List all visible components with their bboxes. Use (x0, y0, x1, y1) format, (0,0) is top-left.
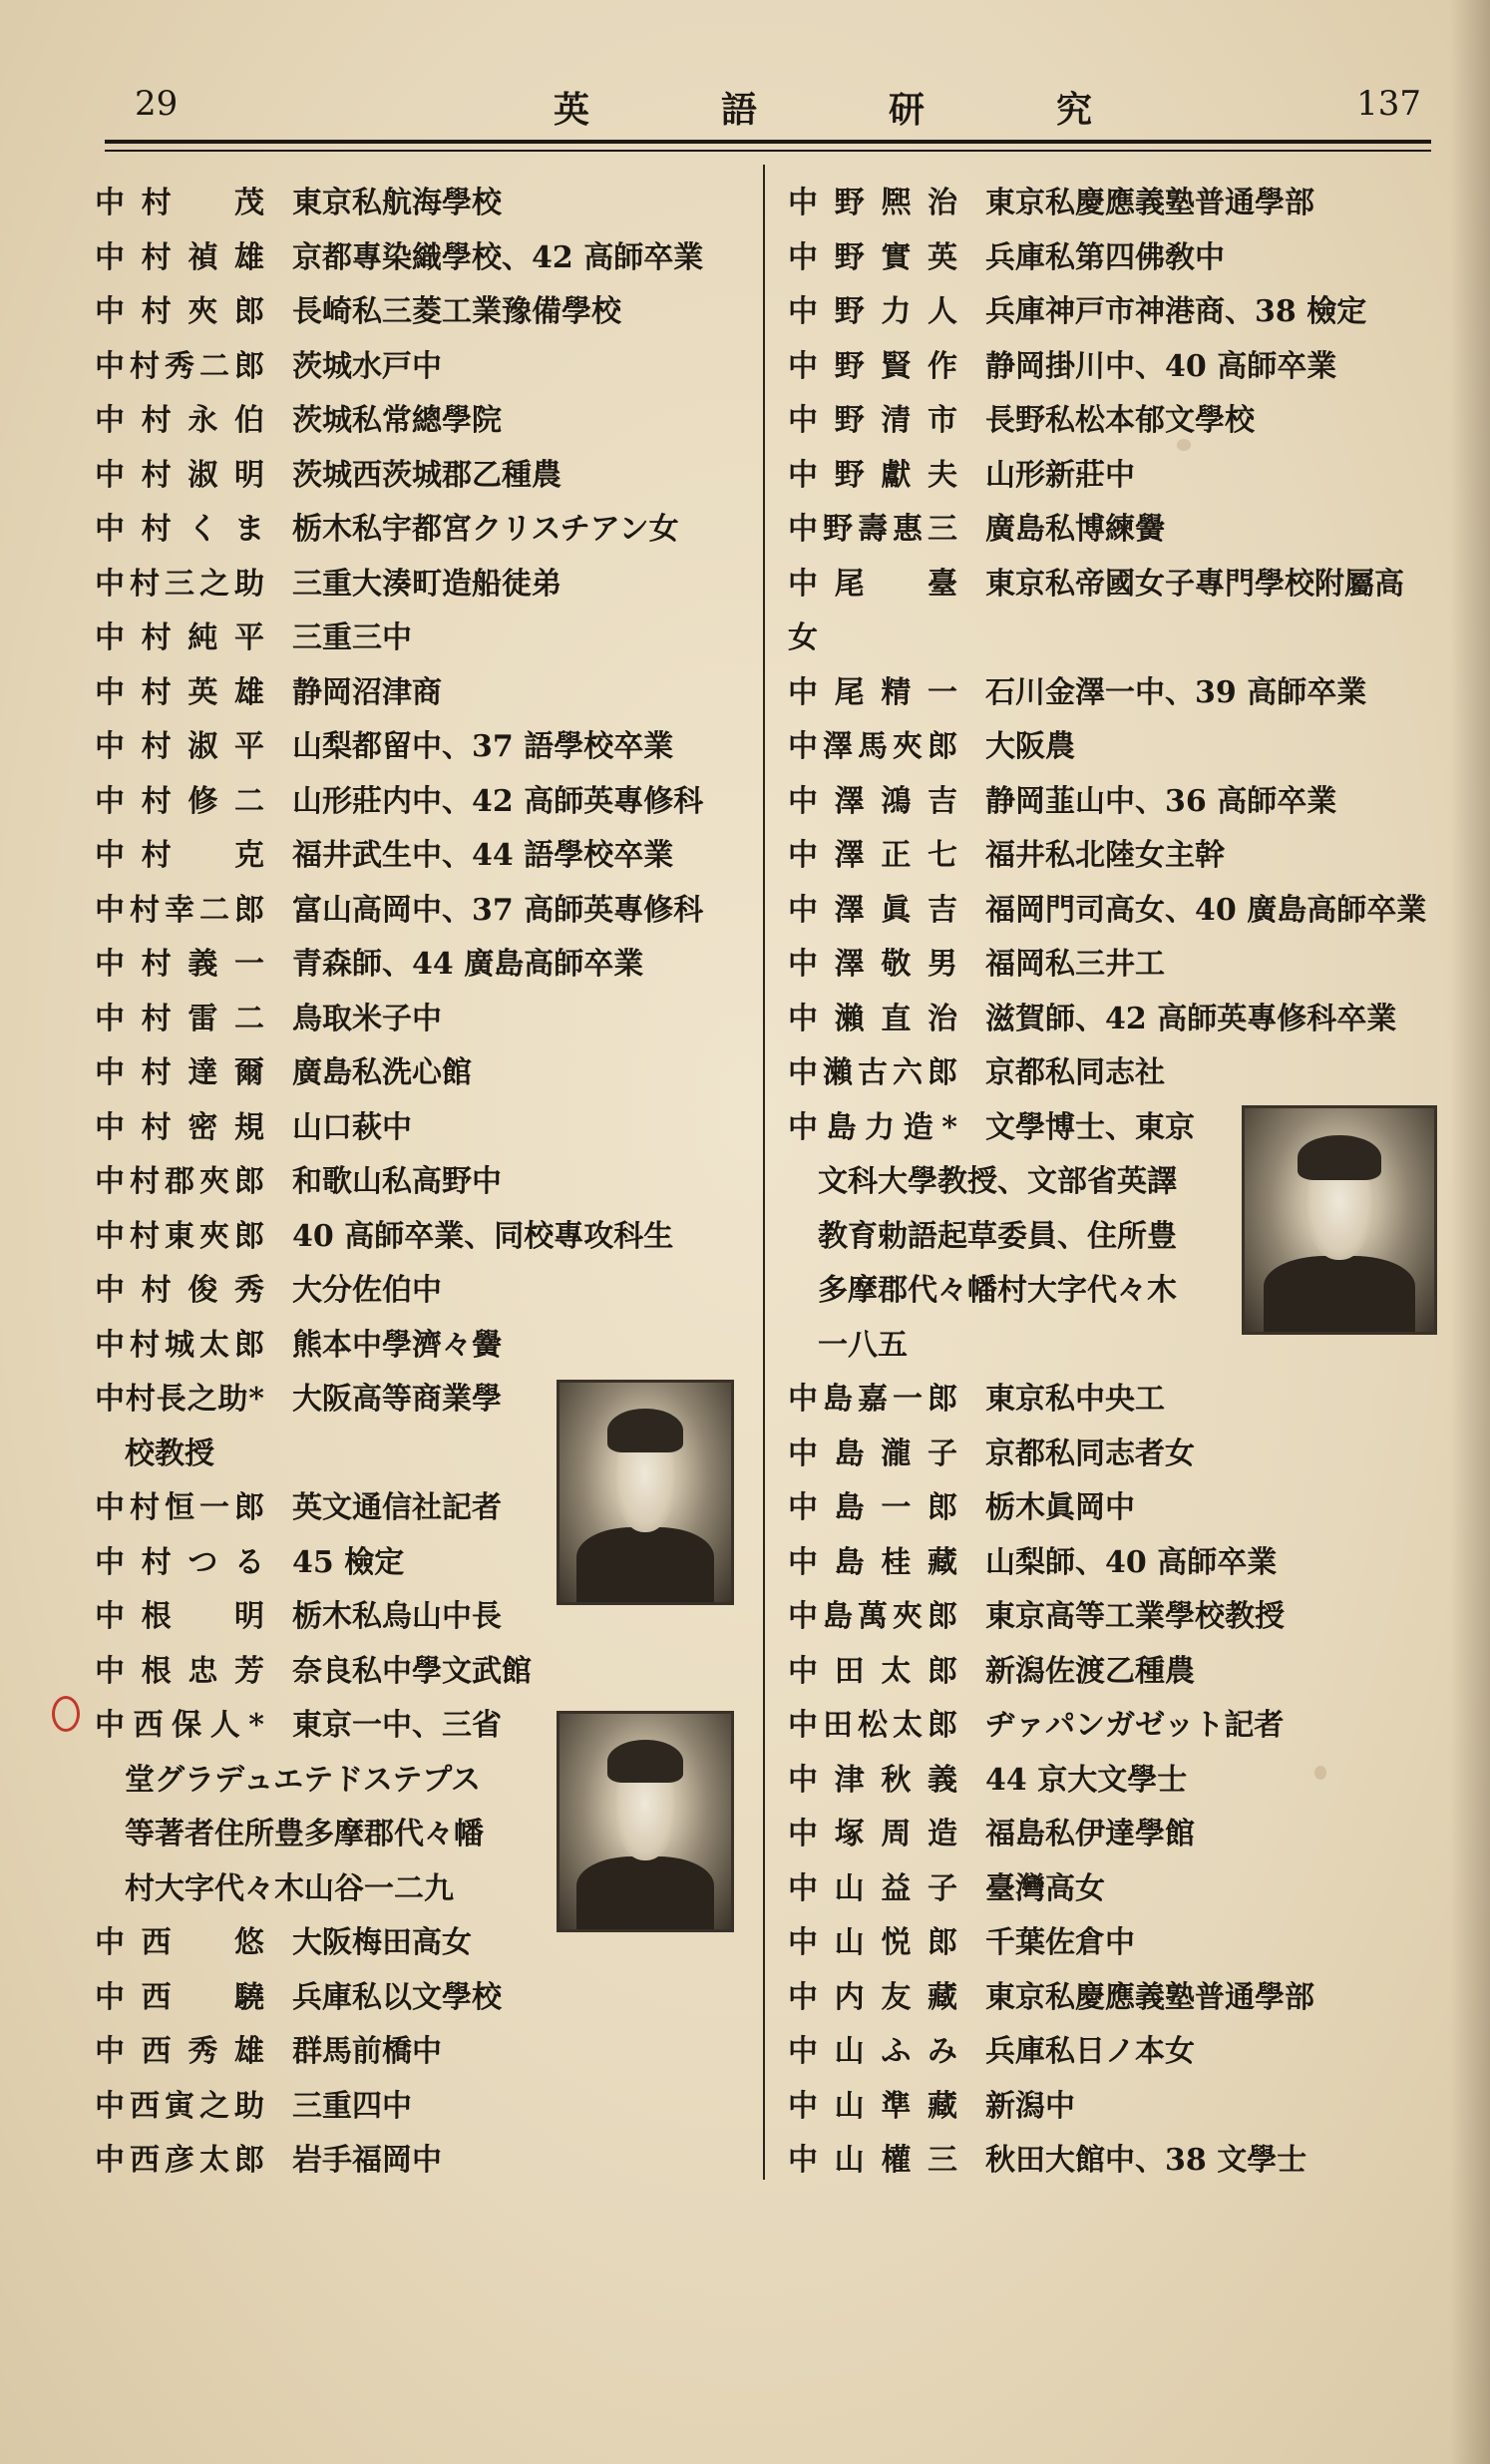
entry-continuation: 堂グラデュエテドステプス (125, 1762, 481, 1798)
entry-row (95, 879, 753, 934)
entry-row (788, 2020, 1446, 2075)
entry-name: 中村城太郎 (95, 1327, 264, 1363)
entry-info: 東京私帝國女子專門學校附屬高 (985, 566, 1404, 602)
entry-name: 中山益子 (788, 1870, 957, 1906)
entry-info: 京都私同志社 (985, 1055, 1165, 1090)
entry-info: 兵庫私以文學校 (292, 1979, 502, 2015)
entry-info: 兵庫神戸市神港商、38 檢定 (985, 294, 1367, 329)
entry-name: 中島桂藏 (788, 1544, 957, 1580)
entry-info: 山梨師、40 高師卒業 (985, 1544, 1278, 1580)
title-char: 語 (720, 89, 757, 131)
header-rule-thin (105, 150, 1431, 152)
entry-name: 中島萬夾郎 (788, 1599, 957, 1634)
entry-row (788, 2075, 1446, 2130)
entry-name: 中村永伯 (95, 403, 264, 438)
entry-info: 秋田大館中、38 文學士 (985, 2143, 1307, 2178)
entry-row (788, 1966, 1446, 2021)
entry-name: 中村つる (95, 1544, 264, 1580)
entry-info: 青森師、44 廣島高師卒業 (292, 947, 644, 982)
entry-info: 東京高等工業學校教授 (985, 1599, 1285, 1634)
entry-info: 茨城水戸中 (292, 348, 442, 384)
entry-info: 英文通信社記者 (292, 1490, 502, 1525)
entry-row (95, 2129, 753, 2184)
entry-info: 新潟中 (985, 2088, 1075, 2124)
entry-row (788, 661, 1446, 716)
entry-info: 静岡掛川中、40 高師卒業 (985, 348, 1337, 384)
entry-info: 新潟佐渡乙種農 (985, 1653, 1195, 1689)
entry-row (95, 715, 753, 770)
entry-row (95, 1205, 753, 1260)
title-char: 研 (888, 89, 925, 131)
entry-row (788, 1911, 1446, 1966)
entry-name: 中村くま (95, 512, 264, 547)
entry-name: 中村 克 (95, 838, 264, 873)
entry-info: 山形莊内中、42 高師英專修科 (292, 783, 704, 819)
entry-row (788, 1476, 1446, 1531)
entry-info: 栃木眞岡中 (985, 1490, 1135, 1525)
entry-name: 中澤敬男 (788, 947, 957, 982)
entry-info: 茨城私常總學院 (292, 403, 502, 438)
entry-info: 大阪農 (985, 729, 1075, 764)
entry-row (95, 1259, 753, 1314)
entry-name: 中瀨古六郎 (788, 1055, 957, 1090)
entry-row (788, 226, 1446, 281)
entry-info: 東京私慶應義塾普通學部 (985, 186, 1314, 220)
header-rule-thick (105, 140, 1431, 144)
entry-info: 岩手福岡中 (292, 2143, 442, 2178)
entry-continuation: 校教授 (125, 1436, 214, 1471)
entry-info: 45 檢定 (292, 1544, 405, 1580)
portrait-photo-nakamura-chonosuke (557, 1380, 734, 1605)
entry-info: 山形新莊中 (985, 457, 1135, 493)
entry-row (95, 553, 753, 608)
entry-name: 中尾 臺 (788, 566, 957, 602)
entry-name: 中田太郎 (788, 1653, 957, 1689)
entry-info: 熊本中學濟々黌 (292, 1327, 502, 1363)
entry-name: 中村純平 (95, 620, 264, 655)
entry-row (788, 1857, 1446, 1912)
entry-row (788, 498, 1446, 553)
entry-name: 中澤眞吉 (788, 892, 957, 928)
entry-row (788, 1803, 1446, 1857)
entry-name: 中西 驍 (95, 1979, 264, 2015)
entry-row (788, 280, 1446, 335)
entry-name: 中村義一 (95, 947, 264, 982)
entry-row (788, 1749, 1446, 1804)
entry-info: 長野私松本郁文學校 (985, 403, 1255, 438)
entry-row (788, 988, 1446, 1042)
entry-name: 中村修二 (95, 783, 264, 819)
entry-info: 京都專染織學校、42 高師卒業 (292, 239, 704, 275)
entry-name: 中根 明 (95, 1599, 264, 1634)
page-number-right: 137 (1356, 84, 1421, 124)
entry-row (788, 1640, 1446, 1695)
entry-name: 中村雷二 (95, 1001, 264, 1036)
entry-row (788, 770, 1446, 825)
entry-row (788, 879, 1446, 934)
entry-name: 中村禎雄 (95, 239, 264, 275)
entry-info: 栃木私烏山中長 (292, 1599, 502, 1634)
entry-name: 中村淑平 (95, 729, 264, 764)
entry-name: 中野賢作 (788, 348, 957, 384)
entry-row (95, 444, 753, 499)
entry-row (95, 1150, 753, 1205)
entry-info: 福井武生中、44 語學校卒業 (292, 838, 674, 873)
entry-info: 山梨都留中、37 語學校卒業 (292, 729, 674, 764)
entry-row (95, 226, 753, 281)
entry-info: 群馬前橋中 (292, 2034, 442, 2069)
entry-row (95, 2075, 753, 2130)
entry-row (788, 1423, 1446, 1477)
entry-name: 中野實英 (788, 239, 957, 275)
entry-info: 京都私同志者女 (985, 1436, 1195, 1471)
portrait-photo-nakanishi-yasuto (557, 1711, 734, 1932)
entry-row (95, 1640, 753, 1695)
entry-info: 東京私航海學校 (292, 186, 502, 220)
entry-info: 東京私中央工 (985, 1382, 1165, 1417)
entry-info: 福岡門司高女、40 廣島高師卒業 (985, 892, 1427, 928)
entry-info: 三重三中 (292, 620, 412, 655)
entry-name: 中野力人 (788, 294, 957, 329)
entry-name: 中塚周造 (788, 1817, 957, 1851)
entry-info: 和歌山私高野中 (292, 1164, 502, 1199)
entry-name: 中村達爾 (95, 1055, 264, 1090)
entry-info: 栃木私宇都宮クリスチアン女 (292, 512, 679, 547)
entry-continuation: 女 (788, 620, 818, 655)
entry-row (95, 933, 753, 988)
title-char: 英 (554, 89, 590, 131)
entry-info: 静岡沼津商 (292, 674, 442, 710)
entry-row (95, 607, 753, 661)
entry-name: 中津秋義 (788, 1762, 957, 1798)
entry-row (95, 335, 753, 390)
entry-info: 滋賀師、42 高師英專修科卒業 (985, 1001, 1397, 1036)
entry-row (788, 1585, 1446, 1640)
entry-row (788, 1041, 1446, 1096)
entry-row (95, 2020, 753, 2075)
entry-info: 兵庫私第四佛敎中 (985, 239, 1225, 275)
entry-info: 茨城西茨城郡乙種農 (292, 457, 561, 493)
entry-info: 三重四中 (292, 2088, 412, 2124)
entry-row (788, 1368, 1446, 1423)
entry-info: 廣島私洗心館 (292, 1055, 472, 1090)
entry-row (95, 389, 753, 444)
entry-row (788, 933, 1446, 988)
entry-row (788, 2129, 1446, 2184)
title-char: 究 (1055, 89, 1092, 131)
entry-row (95, 661, 753, 716)
entry-name: 中澤正七 (788, 838, 957, 873)
entry-name: 中村長之助* (95, 1382, 264, 1417)
entry-info: 山口萩中 (292, 1109, 412, 1145)
entry-continuation: 文科大學教授、文部省英譯 (818, 1164, 1177, 1199)
entry-name: 中山準藏 (788, 2088, 957, 2124)
entry-name: 中澤鴻吉 (788, 783, 957, 819)
entry-row (788, 1531, 1446, 1586)
entry-name: 中野壽惠三 (788, 512, 957, 547)
entry-name: 中根忠芳 (95, 1653, 264, 1689)
entry-name: 中澤馬夾郎 (788, 729, 957, 764)
entry-info: 大阪梅田高女 (292, 1925, 472, 1960)
entry-name: 中瀨直治 (788, 1001, 957, 1036)
page-number-left: 29 (135, 84, 179, 124)
entry-row (788, 389, 1446, 444)
red-pencil-mark (52, 1696, 80, 1732)
entry-name: 中島瀧子 (788, 1436, 957, 1471)
entry-row (788, 553, 1446, 608)
portrait-hair (1298, 1135, 1381, 1180)
entry-name: 中野熈治 (788, 186, 957, 220)
entry-info: 臺灣高女 (985, 1870, 1105, 1906)
portrait-photo-nakajima-rikizo (1242, 1105, 1437, 1335)
entry-continuation: 一八五 (818, 1327, 908, 1363)
portrait-coat (576, 1527, 714, 1602)
entry-info: 44 京大文學士 (985, 1762, 1188, 1798)
entry-info: 東京一中、三省 (292, 1708, 502, 1743)
entry-info: 大分佐伯中 (292, 1273, 442, 1308)
entry-name: 中村秀二郎 (95, 348, 264, 384)
entry-row (95, 1314, 753, 1369)
entry-name: 中野清市 (788, 403, 957, 438)
entry-name: 中村 茂 (95, 186, 264, 220)
entry-name: 中島一郎 (788, 1490, 957, 1525)
entry-name: 中田松太郎 (788, 1708, 957, 1743)
entry-info: 静岡韮山中、36 高師卒業 (985, 783, 1337, 819)
entry-row (95, 824, 753, 879)
entry-row (788, 607, 1446, 661)
entry-row (95, 1096, 753, 1151)
entry-row (788, 1694, 1446, 1749)
entry-name: 中村東夾郎 (95, 1218, 264, 1254)
entry-name: 中尾精一 (788, 674, 957, 710)
entry-info: 文學博士、東京 (985, 1109, 1195, 1145)
entry-name: 中西保人* (95, 1708, 264, 1743)
entry-row (788, 172, 1446, 226)
entry-continuation: 教育勅語起草委員、住所豊 (818, 1218, 1177, 1254)
entry-row (95, 280, 753, 335)
column-divider (763, 165, 765, 2180)
entry-info: 40 高師卒業、同校專攻科生 (292, 1218, 674, 1254)
entry-info: 長崎私三菱工業豫備學校 (292, 294, 621, 329)
entry-name: 中山悦郎 (788, 1925, 957, 1960)
entry-row (95, 1966, 753, 2021)
entry-name: 中村三之助 (95, 566, 264, 602)
entry-row (95, 172, 753, 226)
entry-info: ヂァパンガゼット記者 (985, 1708, 1285, 1743)
entry-row (95, 1041, 753, 1096)
entry-info: 東京私慶應義塾普通學部 (985, 1979, 1314, 2015)
entry-info: 兵庫私日ノ本女 (985, 2034, 1195, 2069)
entry-continuation: 等著者住所豊多摩郡代々幡 (125, 1817, 484, 1851)
entry-name: 中西 悠 (95, 1925, 264, 1960)
portrait-hair (607, 1409, 683, 1452)
running-title (554, 82, 1092, 133)
entry-name: 中村俊秀 (95, 1273, 264, 1308)
entry-name: 中内友藏 (788, 1979, 957, 2015)
entry-name: 中村夾郎 (95, 294, 264, 329)
entry-info: 三重大湊町造船徒弟 (292, 566, 561, 602)
entry-info: 大阪高等商業學 (292, 1382, 502, 1417)
entry-name: 中西彦太郎 (95, 2143, 264, 2178)
entry-continuation: 村大字代々木山谷一二九 (125, 1870, 454, 1906)
entry-info: 石川金澤一中、39 高師卒業 (985, 674, 1367, 710)
portrait-hair (607, 1740, 683, 1783)
entry-info: 鳥取米子中 (292, 1001, 442, 1036)
entry-row (788, 824, 1446, 879)
entry-info: 富山高岡中、37 高師英專修科 (292, 892, 704, 928)
entry-name: 中山ふみ (788, 2034, 957, 2069)
entry-name: 中村幸二郎 (95, 892, 264, 928)
entry-row (788, 715, 1446, 770)
entry-row (95, 770, 753, 825)
entry-name: 中山權三 (788, 2143, 957, 2178)
entry-row (788, 335, 1446, 390)
entry-name: 中村淑明 (95, 457, 264, 493)
entry-info: 福島私伊達學館 (985, 1817, 1195, 1851)
entry-info: 廣島私博練黌 (985, 512, 1165, 547)
portrait-coat (576, 1856, 714, 1929)
entry-name: 中野獻夫 (788, 457, 957, 493)
entry-name: 中村密規 (95, 1109, 264, 1145)
entry-row (95, 988, 753, 1042)
entry-continuation: 多摩郡代々幡村大字代々木 (818, 1273, 1177, 1308)
entry-info: 奈良私中學文武館 (292, 1653, 532, 1689)
entry-name: 中村郡夾郎 (95, 1164, 264, 1199)
entry-name: 中島嘉一郎 (788, 1382, 957, 1417)
portrait-coat (1264, 1256, 1415, 1332)
entry-info: 千葉佐倉中 (985, 1925, 1135, 1960)
entry-info: 福井私北陸女主幹 (985, 838, 1225, 873)
page-header (105, 78, 1431, 138)
page-edge-shadow (1450, 0, 1490, 2464)
entry-row (788, 444, 1446, 499)
entry-name: 中村恒一郎 (95, 1490, 264, 1525)
entry-row (95, 498, 753, 553)
entry-info: 福岡私三井工 (985, 947, 1165, 982)
entry-name: 中西寅之助 (95, 2088, 264, 2124)
entry-name: 中西秀雄 (95, 2034, 264, 2069)
entry-name: 中島力造* (788, 1109, 957, 1145)
entry-name: 中村英雄 (95, 674, 264, 710)
